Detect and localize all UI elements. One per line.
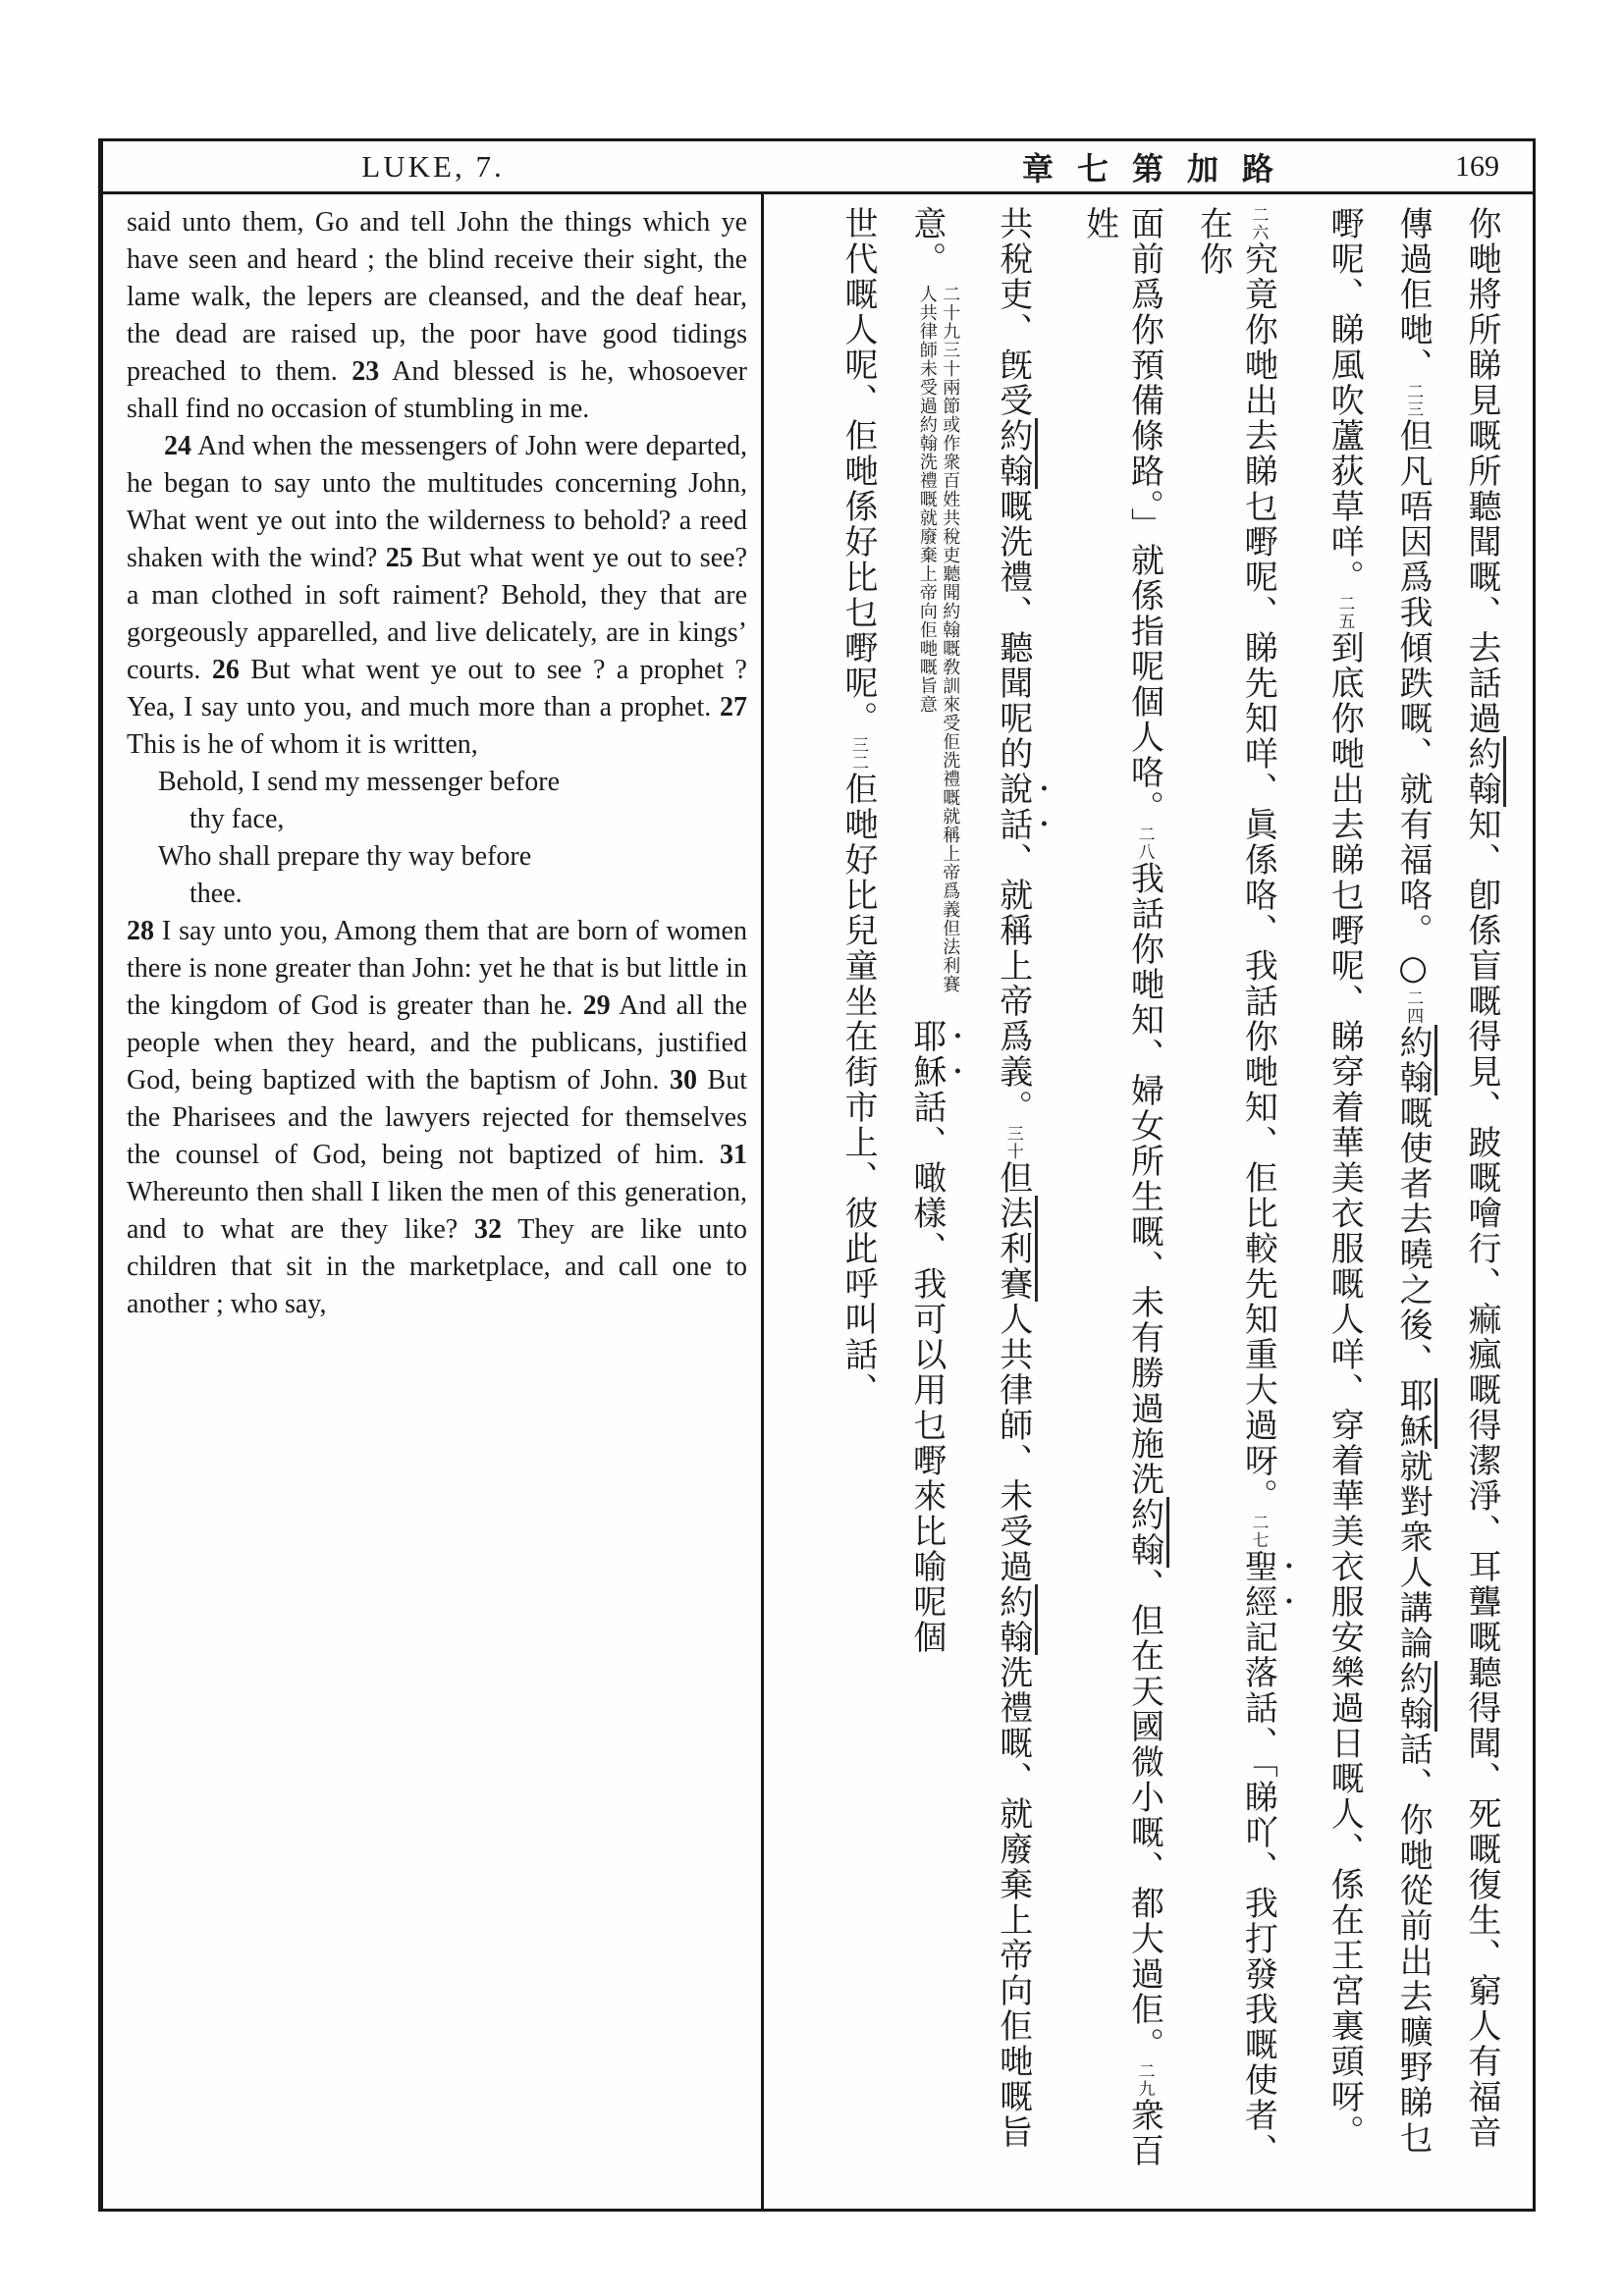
verse-text: 知、卽係盲嘅得見、跛嘅噲行、痲瘋嘅得潔淨、耳聾嘅聽得聞、死嘅復生、窮人有福音 xyxy=(1462,807,1501,2150)
verse-text: 但凡唔因爲我傾跌嘅、就有福咯。○ xyxy=(1393,418,1434,989)
verse-text: 約翰 xyxy=(994,1584,1038,1655)
page-number: 169 xyxy=(1455,149,1499,183)
verse-text: 話、你哋從前出去曠野睇乜 xyxy=(1393,1732,1434,2156)
verse-text: 但 xyxy=(993,1160,1033,1196)
verse-number: 二三 xyxy=(1403,383,1424,418)
verse-text: 法利賽 xyxy=(994,1196,1038,1302)
verse-text: 就對衆人講論 xyxy=(1393,1449,1434,1661)
verse-text: And when the messengers of John were departed, he began to say unto the multitudes concerning John, What went ye out into the wilderness to behold? a reed shaken with the wind? xyxy=(127,431,747,573)
verse-text: But the Pharisees and the lawyers rejected for themselves the counsel of God, being not baptized of him. xyxy=(127,1065,747,1170)
verse-text: 話、噉樣、我可以用乜嘢來比喻呢個 xyxy=(906,1090,947,1655)
verse-text: 、但在天國微小嘅、都大過佢。 xyxy=(1124,1568,1164,2062)
verse-text: 我話你哋知、婦女所生嘅、未有勝過施洗 xyxy=(1124,861,1164,1497)
verse-text: 面前爲你預備條路。」就係指呢個人咯。 xyxy=(1124,206,1164,826)
verse-text: 意。 xyxy=(906,206,947,277)
chinese-column xyxy=(1458,206,1503,2197)
verse-number: 二四 xyxy=(1403,989,1424,1025)
marginal-note: 二十九三十兩節或作衆百姓共稅吏聽聞約翰嘅敎訓來受佢洗禮嘅就稱上帝爲義但法利賽人共律師未受過約翰洗禮嘅就廢棄上帝向佢哋嘅旨意 xyxy=(916,285,961,993)
verse-number: 二五 xyxy=(1334,595,1355,630)
verse-text: 衆百姓 xyxy=(1079,206,1164,2168)
verse-text: 嘅洗禮、聽聞呢的 xyxy=(993,489,1033,772)
page-header-right xyxy=(763,141,1533,191)
verse-text: 聖經 xyxy=(1238,1549,1278,1620)
verse-text: 人共律師、未受過 xyxy=(993,1302,1033,1584)
page-content xyxy=(103,194,1533,2209)
verse-text: 、就稱上帝爲義。 xyxy=(993,842,1033,1125)
english-paragraph xyxy=(127,204,747,428)
verse-text: 佢哋好比兒童坐在街市上、彼此呼叫話、 xyxy=(838,772,878,1408)
verse-text: 嘢呢、睇風吹蘆荻草咩。 xyxy=(1325,206,1365,595)
verse-number: 23 xyxy=(352,356,380,387)
verse-text: 耶穌 xyxy=(1393,1378,1437,1449)
english-paragraph xyxy=(127,428,747,764)
english-paragraph xyxy=(127,838,588,913)
chinese-column xyxy=(1389,206,1434,2197)
verse-text: Whereunto then shall I liken the men of this generation, and to what are they like? xyxy=(127,1177,747,1245)
page-frame xyxy=(98,138,1536,2212)
verse-number: 三二 xyxy=(847,736,868,772)
verse-text: Behold, I send my messenger before thy face, xyxy=(158,767,560,834)
verse-text: said unto them, Go and tell John the things which ye have seen and heard ; the blind receive their sight, the lame walk, the lepers are cleansed, and the deaf hear, the dead are raised up, the poor have good tidings preached to them. xyxy=(127,207,747,387)
verse-text: And all the people when they heard, and the publicans, justified God, being baptized with the baptism of John. xyxy=(127,990,747,1095)
verse-text: 約翰 xyxy=(1125,1497,1169,1568)
english-paragraph xyxy=(127,764,588,838)
verse-text: 記落話、「睇吖、我打發我嘅使者、在你 xyxy=(1193,206,1278,2168)
verse-text: And blessed is he, whosoever shall find no occasion of stumbling in me. xyxy=(127,356,747,424)
verse-text: But what went ye out to see? a man clothed in soft raiment? Behold, they that are gorgeously apparelled, and live delicately, are in kings’ courts. xyxy=(127,543,747,685)
verse-number: 28 xyxy=(127,916,154,946)
chinese-column xyxy=(990,206,1053,2197)
verse-text: 說話 xyxy=(993,772,1033,842)
verse-text: 耶穌 xyxy=(906,1019,947,1090)
english-text-column xyxy=(103,194,761,2209)
page-header xyxy=(103,141,1533,194)
verse-number: 二六 xyxy=(1248,206,1269,241)
verse-text: 究竟你哋出去睇乜嘢呢、睇先知咩、眞係咯、我話你哋知、佢比較先知重大過呀。 xyxy=(1238,241,1278,1514)
page-title-english: LUKE, 7. xyxy=(361,148,505,184)
verse-number: 二七 xyxy=(1248,1514,1269,1549)
verse-text: 洗禮嘅、就廢棄上帝向佢哋嘅旨 xyxy=(993,1655,1033,2150)
verse-text: 約翰 xyxy=(1393,1025,1437,1095)
english-paragraph xyxy=(127,913,747,1323)
chinese-text-columns xyxy=(764,194,1533,2209)
verse-text: 約翰 xyxy=(994,418,1038,489)
verse-text: 到底你哋出去睇乜嘢呢、睇穿着華美衣服嘅人咩、穿着華美衣服安樂過日嘅人、係在王宮裏頭呀。 xyxy=(1325,630,1365,2150)
verse-text: But what went ye out to see ? a prophet ? Yea, I say unto you, and much more than a prophet. xyxy=(127,655,747,722)
chinese-column xyxy=(1190,206,1298,2197)
page-title-chinese: 章七第加路 xyxy=(1021,149,1297,187)
verse-number: 30 xyxy=(669,1065,697,1095)
verse-number: 二九 xyxy=(1134,2062,1155,2098)
verse-text: I say unto you, Among them that are born of women there is none greater than John: yet he that is but little in the kingdom of God is greater than he. xyxy=(127,916,747,1021)
verse-number: 25 xyxy=(385,543,413,573)
chinese-column xyxy=(1321,206,1366,2197)
verse-text: 約翰 xyxy=(1462,736,1506,807)
verse-number: 24 xyxy=(164,431,191,461)
verse-number: 32 xyxy=(473,1214,502,1245)
verse-number: 27 xyxy=(720,692,747,722)
verse-text: They are like unto children that sit in the marketplace, and call one to another ; who say, xyxy=(127,1214,747,1319)
verse-text: This is he of whom it is written, xyxy=(127,729,478,760)
verse-text: 共稅吏、旣受 xyxy=(993,206,1033,418)
verse-number: 二八 xyxy=(1134,826,1155,861)
verse-text: 傳過佢哋、 xyxy=(1393,206,1434,383)
verse-text: 世代嘅人呢、佢哋係好比乜嘢呢。 xyxy=(838,206,878,736)
verse-text: Who shall prepare thy way before thee. xyxy=(158,841,532,909)
verse-number: 29 xyxy=(582,990,611,1021)
chinese-column xyxy=(903,206,966,2197)
chinese-column xyxy=(1076,206,1166,2197)
verse-text: 約翰 xyxy=(1393,1661,1437,1732)
verse-number: 三十 xyxy=(1002,1125,1023,1160)
verse-number: 31 xyxy=(720,1140,747,1170)
verse-text: 嘅使者去曉之後、 xyxy=(1393,1095,1434,1378)
verse-number: 26 xyxy=(211,655,240,685)
chinese-column xyxy=(835,206,880,2197)
verse-text: 你哋將所睇見嘅所聽聞嘅、去話過 xyxy=(1462,206,1501,736)
